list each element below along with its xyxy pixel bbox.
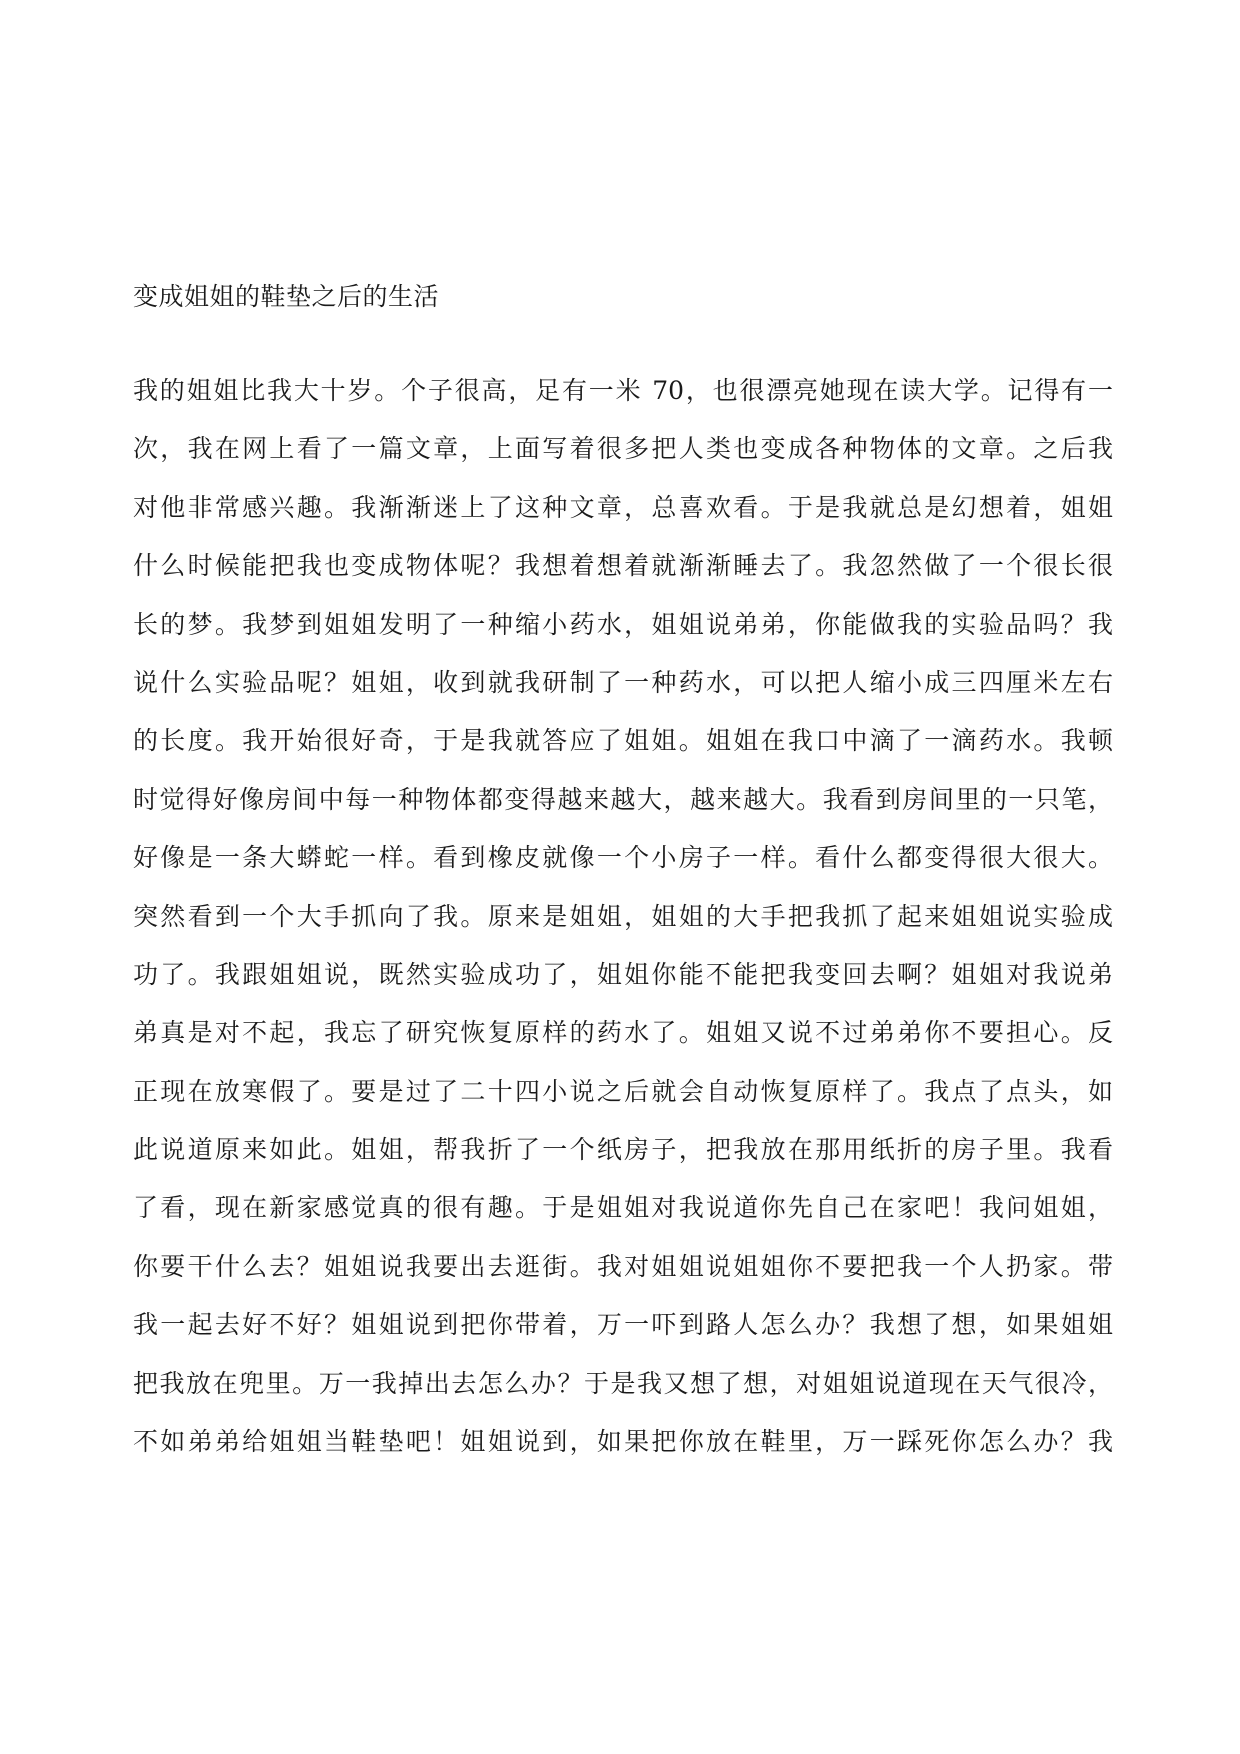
paragraph-line: 对他非常感兴趣。我渐渐迷上了这种文章，总喜欢看。于是我就总是幻想着，姐姐 [133,492,1113,522]
paragraph-line: 什么时候能把我也变成物体呢？我想着想着就渐渐睡去了。我忽然做了一个很长很 [133,551,1113,581]
paragraph-line: 长的梦。我梦到姐姐发明了一种缩小药水，姐姐说弟弟，你能做我的实验品吗？我 [133,609,1113,639]
paragraph-line: 说什么实验品呢？姐姐，收到就我研制了一种药水，可以把人缩小成三四厘米左右 [133,667,1113,697]
paragraph-line: 次，我在网上看了一篇文章，上面写着很多把人类也变成各种物体的文章。之后我 [133,434,1113,464]
paragraph-line: 此说道原来如此。姐姐，帮我折了一个纸房子，把我放在那用纸折的房子里。我看 [133,1135,1113,1165]
paragraph-line: 不如弟弟给姐姐当鞋垫吧！姐姐说到，如果把你放在鞋里，万一踩死你怎么办？我 [133,1427,1113,1457]
paragraph-line: 时觉得好像房间中每一种物体都变得越来越大，越来越大。我看到房间里的一只笔， [133,784,1113,814]
paragraph-line: 我的姐姐比我大十岁。个子很高，足有一米 70，也很漂亮她现在读大学。记得有一 [133,376,1113,405]
paragraph-line: 功了。我跟姐姐说，既然实验成功了，姐姐你能不能把我变回去啊？姐姐对我说弟 [133,959,1113,989]
paragraph-line: 正现在放寒假了。要是过了二十四小说之后就会自动恢复原样了。我点了点头，如 [133,1076,1113,1106]
paragraph-line: 你要干什么去？姐姐说我要出去逛街。我对姐姐说姐姐你不要把我一个人扔家。带 [133,1251,1113,1281]
paragraph-line: 好像是一条大蟒蛇一样。看到橡皮就像一个小房子一样。看什么都变得很大很大。 [133,843,1113,873]
paragraph-line: 把我放在兜里。万一我掉出去怎么办？于是我又想了想，对姐姐说道现在天气很冷， [133,1368,1113,1398]
document-title: 变成姐姐的鞋垫之后的生活 [133,282,440,311]
paragraph-line: 我一起去好不好？姐姐说到把你带着，万一吓到路人怎么办？我想了想，如果姐姐 [133,1310,1113,1340]
paragraph-line: 突然看到一个大手抓向了我。原来是姐姐，姐姐的大手把我抓了起来姐姐说实验成 [133,901,1113,931]
paragraph-line: 了看，现在新家感觉真的很有趣。于是姐姐对我说道你先自己在家吧！我问姐姐， [133,1193,1113,1223]
document-body [133,371,1113,1480]
paragraph-line: 的长度。我开始很好奇，于是我就答应了姐姐。姐姐在我口中滴了一滴药水。我顿 [133,726,1113,756]
paragraph-line: 弟真是对不起，我忘了研究恢复原样的药水了。姐姐又说不过弟弟你不要担心。反 [133,1018,1113,1048]
